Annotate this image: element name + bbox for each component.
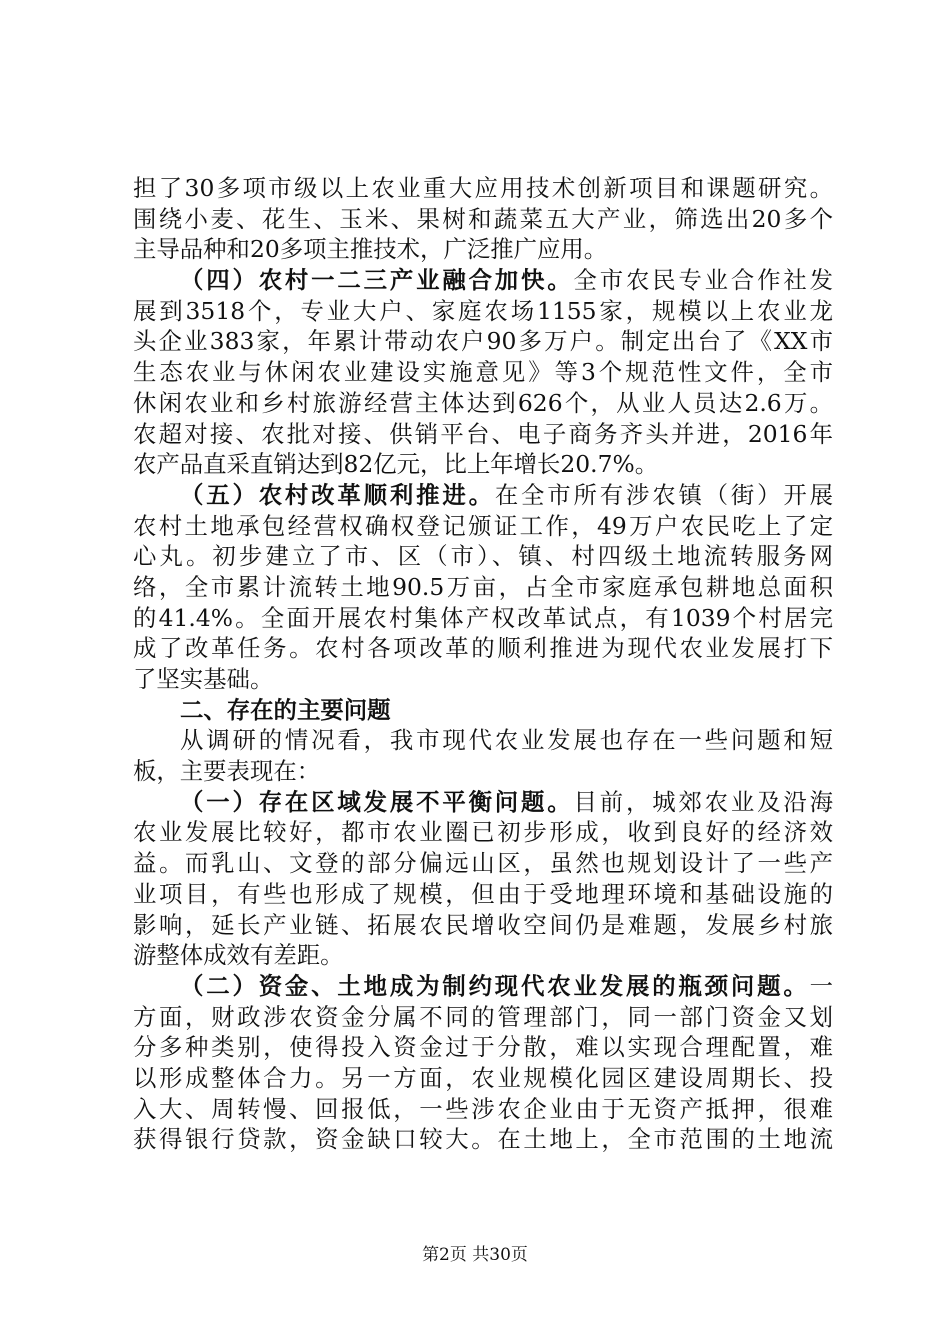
text-line bbox=[133, 817, 833, 848]
section-heading: 二、存在的主要问题 bbox=[180, 695, 391, 724]
paragraph-text: 业项目，有些也形成了规模，但由于受地理环境和基础设施的 bbox=[133, 879, 833, 908]
paragraph-text: 农产品直采直销达到82亿元，比上年增长20.7%。 bbox=[133, 450, 659, 479]
paragraph-text: 全市农民专业合作社发 bbox=[573, 266, 833, 295]
text-line bbox=[133, 419, 833, 450]
text-line bbox=[133, 265, 833, 296]
paragraph-text: 从调研的情况看，我市现代农业发展也存在一些问题和短 bbox=[180, 726, 833, 755]
section-heading: （一）存在区域发展不平衡问题。 bbox=[180, 787, 574, 816]
page-footer: 第2页 共30页 bbox=[422, 1245, 528, 1265]
paragraph-text: 板，主要表现在： bbox=[133, 757, 321, 786]
text-line bbox=[133, 572, 833, 603]
paragraph-text: 成了改革任务。农村各项改革的顺利推进为现代农业发展打下 bbox=[133, 634, 833, 663]
text-line bbox=[133, 388, 833, 419]
text-line bbox=[133, 664, 833, 695]
text-line bbox=[133, 449, 833, 480]
text-line bbox=[133, 940, 833, 971]
paragraph-text: 农村土地承包经营权确权登记颁证工作，49万户农民吃上了定 bbox=[133, 511, 833, 540]
paragraph-text: 农业发展比较好，都市农业圈已初步形成，收到良好的经济效 bbox=[133, 818, 833, 847]
text-line bbox=[133, 1032, 833, 1063]
text-line bbox=[133, 971, 833, 1002]
paragraph-text: 担了30多项市级以上农业重大应用技术创新项目和课题研究。 bbox=[133, 174, 833, 202]
paragraph-text: 在全市所有涉农镇（街）开展 bbox=[494, 480, 833, 509]
paragraph-text: 主导品种和20多项主推技术，广泛推广应用。 bbox=[133, 235, 608, 264]
text-line bbox=[133, 511, 833, 542]
paragraph-text: 获得银行贷款，资金缺口较大。在土地上，全市范围的土地流 bbox=[133, 1125, 833, 1154]
paragraph-text: 头企业383家，年累计带动农户90多万户。制定出台了《XX市 bbox=[133, 327, 833, 356]
paragraph-text: 入大、周转慢、回报低，一些涉农企业由于无资产抵押，很难 bbox=[133, 1094, 833, 1123]
paragraph-text: 络，全市累计流转土地90.5万亩，占全市家庭承包耕地总面积 bbox=[133, 572, 833, 601]
text-line bbox=[133, 173, 833, 204]
text-line bbox=[133, 756, 833, 787]
paragraph-text: 一 bbox=[809, 971, 833, 1000]
document-body bbox=[133, 173, 833, 1155]
text-line bbox=[133, 633, 833, 664]
text-line bbox=[133, 296, 833, 327]
text-line bbox=[133, 357, 833, 388]
text-line bbox=[133, 787, 833, 818]
paragraph-text: 以形成整体合力。另一方面，农业规模化园区建设周期长、投 bbox=[133, 1063, 833, 1092]
paragraph-text: 分多种类别，使得投入资金过于分散，难以实现合理配置，难 bbox=[133, 1033, 833, 1062]
text-line bbox=[133, 1124, 833, 1155]
text-line bbox=[133, 725, 833, 756]
paragraph-text: 方面，财政涉农资金分属不同的管理部门，同一部门资金又划 bbox=[133, 1002, 833, 1031]
paragraph-text: 生态农业与休闲农业建设实施意见》等3个规范性文件，全市 bbox=[133, 358, 833, 387]
section-heading: （四）农村一二三产业融合加快。 bbox=[180, 266, 574, 295]
paragraph-text: 了坚实基础。 bbox=[133, 665, 274, 693]
text-line bbox=[133, 541, 833, 572]
text-line bbox=[133, 910, 833, 941]
paragraph-text: 目前，城郊农业及沿海 bbox=[573, 787, 833, 816]
paragraph-text: 农超对接、农批对接、供销平台、电子商务齐头并进，2016年 bbox=[133, 419, 833, 448]
paragraph-text: 游整体成效有差距。 bbox=[133, 941, 344, 970]
text-line bbox=[133, 848, 833, 879]
text-line bbox=[133, 1002, 833, 1033]
paragraph-text: 围绕小麦、花生、玉米、果树和蔬菜五大产业，筛选出20多个 bbox=[133, 204, 833, 233]
text-line bbox=[133, 603, 833, 634]
text-line bbox=[133, 879, 833, 910]
paragraph-text: 心丸。初步建立了市、区（市）、镇、村四级土地流转服务网 bbox=[133, 542, 833, 571]
paragraph-text: 休闲农业和乡村旅游经营主体达到626个，从业人员达2.6万。 bbox=[133, 388, 833, 417]
text-line bbox=[133, 234, 833, 265]
paragraph-text: 的41.4%。全面开展农村集体产权改革试点，有1039个村居完 bbox=[133, 603, 833, 632]
text-line bbox=[133, 1094, 833, 1125]
section-heading: （五）农村改革顺利推进。 bbox=[180, 480, 495, 509]
paragraph-text: 展到3518个，专业大户、家庭农场1155家，规模以上农业龙 bbox=[133, 296, 833, 325]
text-line bbox=[133, 695, 833, 726]
paragraph-text: 影响，延长产业链、拓展农民增收空间仍是难题，发展乡村旅 bbox=[133, 910, 833, 939]
paragraph-text: 益。而乳山、文登的部分偏远山区，虽然也规划设计了一些产 bbox=[133, 849, 833, 878]
text-line bbox=[133, 204, 833, 235]
text-line bbox=[133, 1063, 833, 1094]
text-line bbox=[133, 326, 833, 357]
section-heading: （二）资金、土地成为制约现代农业发展的瓶颈问题。 bbox=[180, 971, 810, 1000]
text-line bbox=[133, 480, 833, 511]
